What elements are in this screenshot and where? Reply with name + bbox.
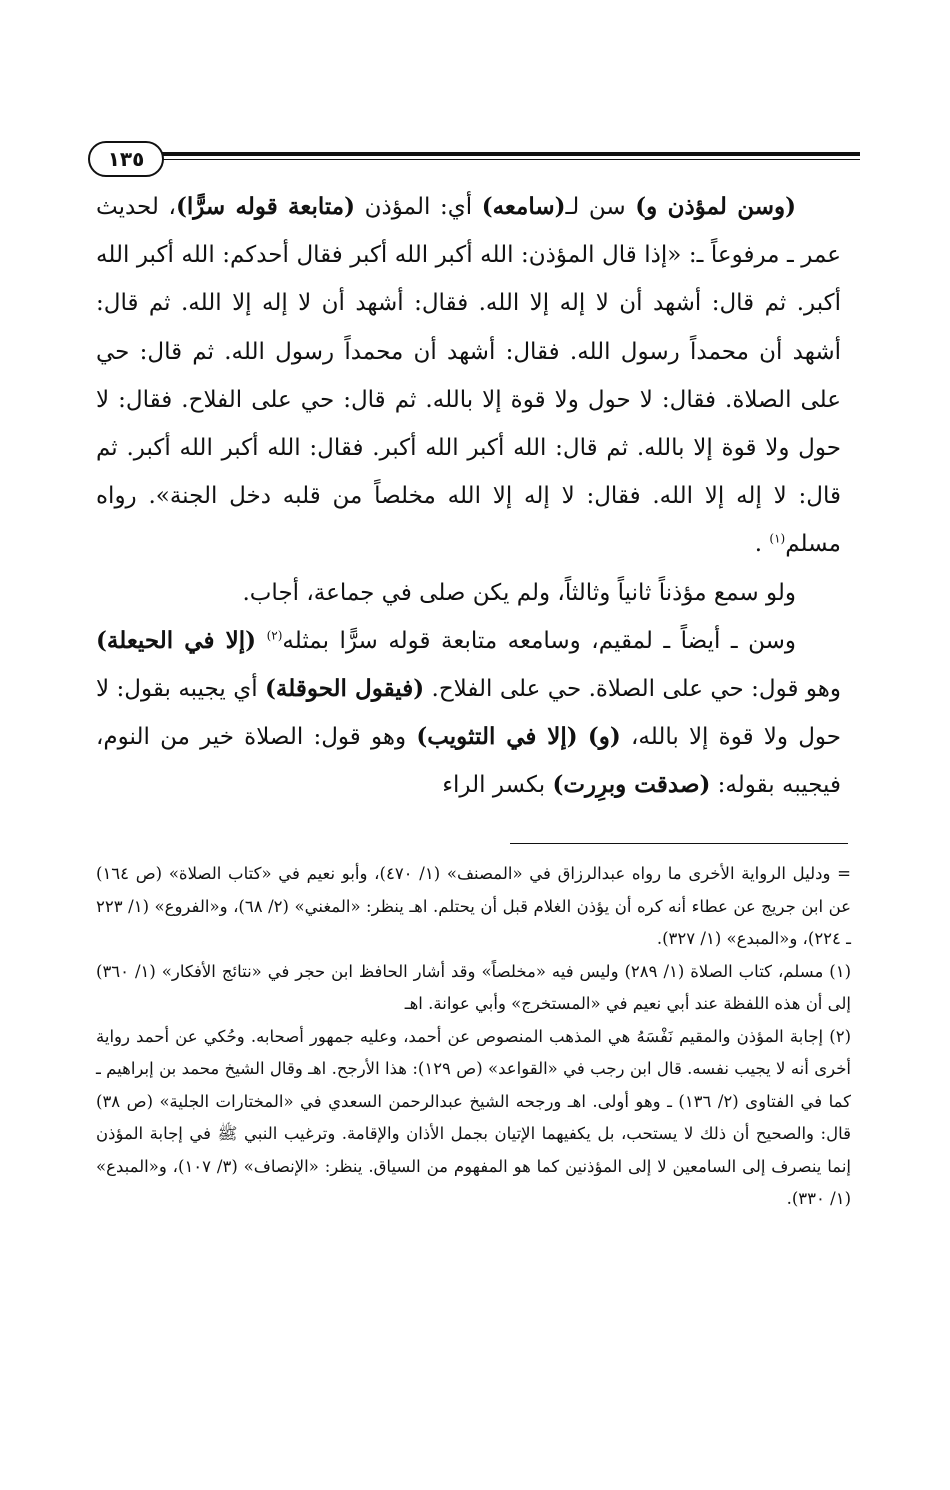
page-number: ١٣٥: [88, 141, 164, 177]
commentary-text: وهو قول: حي على الصلاة. حي على الفلاح.: [424, 676, 841, 703]
commentary-text: .: [754, 531, 770, 558]
commentary-text: سن لـ: [565, 194, 636, 220]
commentary-text: وهو قول: الصلاة خير من النوم، فيجيبه بقوله:: [96, 724, 841, 799]
commentary-text: أي: المؤذن: [355, 194, 482, 220]
matn-term: (إلا في التثويب): [416, 723, 578, 751]
footnote-separator: [510, 843, 848, 844]
commentary-text: ، لحديث عمر ـ مرفوعاً ـ: «إذا قال المؤذن: الله أكبر الله أكبر فقال أحدكم: الله أكبر الله أكبر. ثم قال: أشهد أن لا إله إلا الله. فقال: أشهد أن لا إله إلا الله. ثم قال: أشهد أن محمداً رسول الله. فقال: أشهد أن محمداً رسول الله. ثم قال: حي على الصلاة. فقال: لا حول ولا قوة إلا بالله. ثم قال: حي على الفلاح. فقال: لا حول ولا قوة إلا بالله. ثم قال: الله أكبر الله أكبر. فقال: الله أكبر الله أكبر. ثم قال: لا إله إلا الله. فقال: لا إله إلا الله مخلصاً من قلبه دخل الجنة». رواه مسلم: [96, 194, 841, 558]
footnote-ref-1: (١): [769, 531, 786, 546]
commentary-text: بكسر الراء: [442, 772, 553, 799]
commentary-text: [256, 628, 267, 654]
commentary-text: أي يجيبه بقول: لا حول ولا قوة إلا بالله،: [96, 676, 842, 751]
footnote-1: (١) مسلم، كتاب الصلاة (١/ ٢٨٩) وليس فيه «مخلصاً» وقد أشار الحافظ ابن حجر في «نتائج الأفكار» (١/ ٣٦٠) إلى أن هذه اللفظة عند أبي نعيم في «المستخرج» وأبي عوانة. اهـ: [96, 961, 851, 1013]
footnote-continuation: = ودليل الرواية الأخرى ما رواه عبدالرزاق في «المصنف» (١/ ٤٧٠)، وأبو نعيم في «كتاب الصلاة» (ص ١٦٤) عن ابن جريج عن عطاء أنه كره أن يؤذن الغلام قبل أن يحتلم. اهـ ينظر: «المغني» (٢/ ٦٨)، و«الفروع» (١/ ٢٢٣ ـ ٢٢٤)، و«المبدع» (١/ ٣٢٧).: [96, 864, 852, 948]
footnote-ref-2: (٢): [266, 628, 283, 643]
matn-term: (سامعه): [481, 193, 566, 220]
footnote-2: (٢) إجابة المؤذن والمقيم نَفْسَهُ هي المذهب المنصوص عن أحمد، وعليه جمهور أصحابه. وحُكي عن أحمد رواية أخرى أنه لا يجيب نفسه. قال ابن رجب في «القواعد» (ص ١٢٩): هذا الأرجح. اهـ وقال الشيخ محمد بن إبراهيم ـ كما في الفتاوى (٢/ ١٣٦) ـ وهو أولى. اهـ ورجحه الشيخ عبدالرحمن السعدي في «المختارات الجلية» (ص ٣٨) قال: والصحيح أن ذلك لا يستحب، بل يكفيهما الإتيان بجمل الأذان والإقامة. وترغيب النبي ﷺ في إجابة المؤذن إنما ينصرف إلى السامعين لا إلى المؤذنين كما هو المفهوم من السياق. ينظر: «الإنصاف» (٣/ ١٠٧)، و«المبدع» (١/ ٣٣٠).: [96, 1026, 851, 1208]
paragraph-2: ولو سمع مؤذناً ثانياً وثالثاً، ولم يكن صلى في جماعة، أجاب.: [242, 579, 796, 606]
matn-term: (صدقت وبرِرت): [552, 771, 711, 799]
commentary-text: [578, 724, 588, 750]
paragraph-3: [96, 617, 841, 810]
matn-term: (متابعة قوله سرًّا): [175, 193, 356, 220]
matn-term: (فيقول الحوقلة): [265, 675, 425, 703]
matn-term: (و): [587, 723, 621, 751]
main-text: [96, 183, 841, 810]
commentary-text: وسن ـ أيضاً ـ لمقيم، وسامعه متابعة قوله سرًّا بمثله: [282, 627, 796, 654]
matn-term: (وسن لمؤذن و): [635, 193, 796, 220]
matn-term: (إلا في الحيعلة): [96, 626, 257, 654]
header-rule: [160, 152, 860, 156]
footnotes: [96, 858, 851, 1216]
header-rule-thin: [160, 159, 860, 160]
paragraph-1: [96, 183, 841, 569]
